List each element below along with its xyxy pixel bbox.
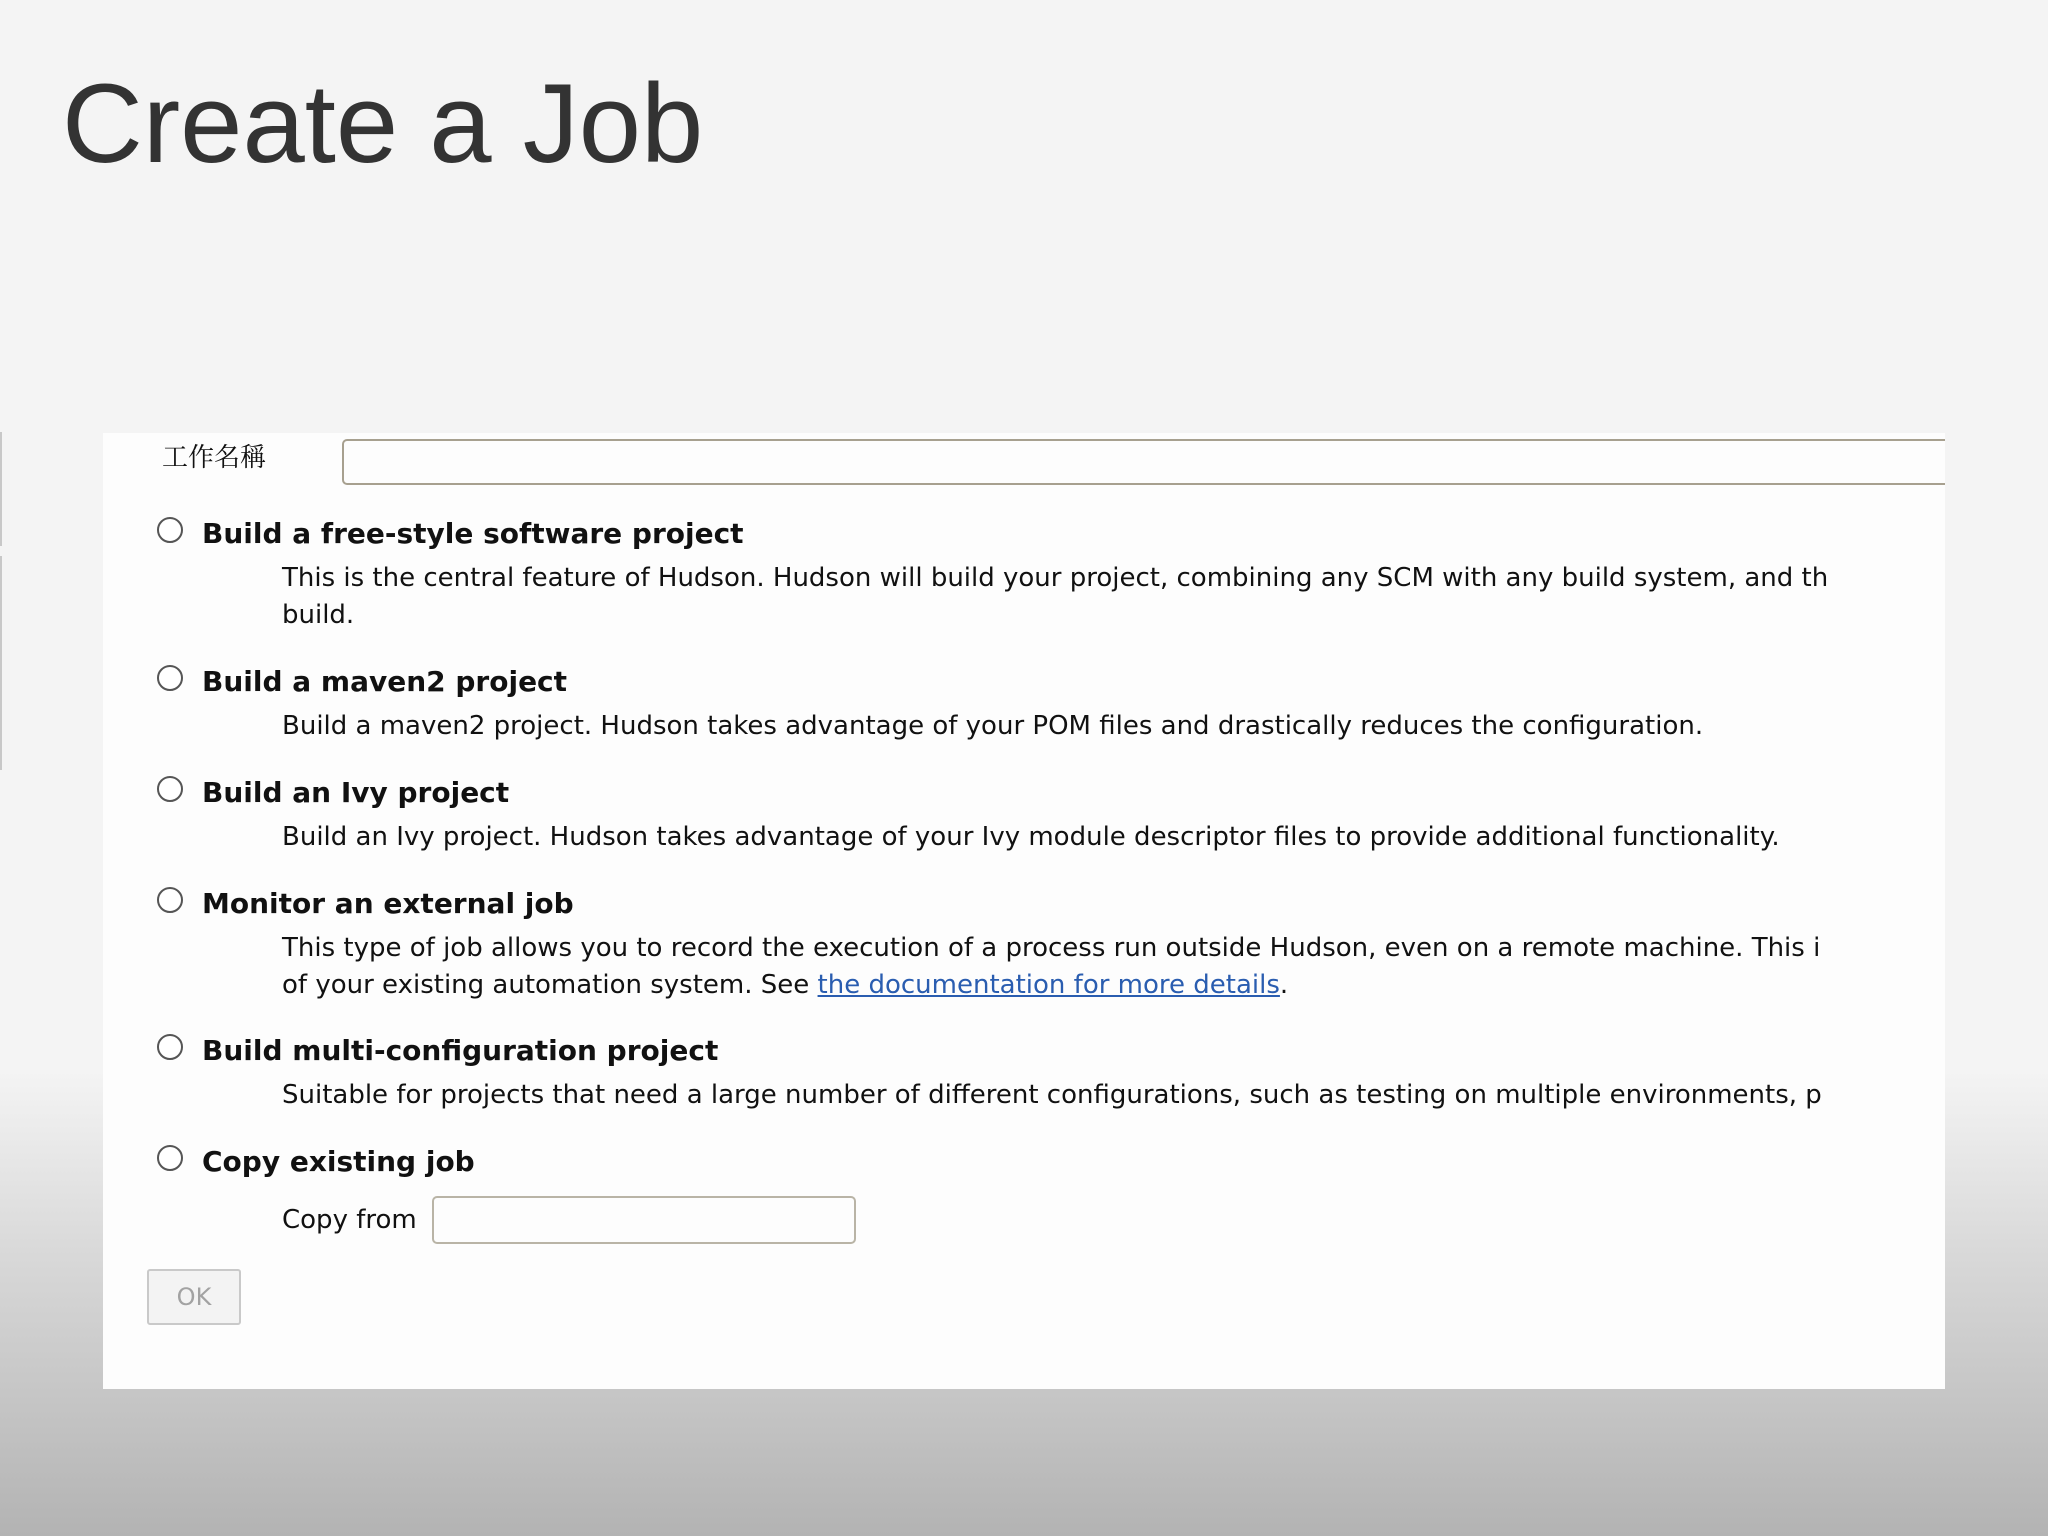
description-line: This is the central feature of Hudson. Hudson will build your project, combining any SCM with any build system, and th xyxy=(282,563,1829,593)
external-job-label[interactable]: Monitor an external job xyxy=(202,887,574,920)
job-name-label: 工作名稱 xyxy=(162,443,267,473)
external-job-description xyxy=(282,930,1945,1004)
external-job-radio[interactable] xyxy=(157,887,183,913)
maven2-label[interactable]: Build a maven2 project xyxy=(202,665,568,698)
maven2-radio[interactable] xyxy=(157,665,183,691)
ivy-radio[interactable] xyxy=(157,776,183,802)
window-edge xyxy=(0,432,2,546)
description-line xyxy=(282,967,1945,1004)
documentation-link[interactable]: the documentation for more details xyxy=(817,970,1280,1000)
window-edge xyxy=(0,556,2,770)
multi-configuration-radio[interactable] xyxy=(157,1034,183,1060)
maven2-description: Build a maven2 project. Hudson takes advantage of your POM files and drastically reduces the configuration. xyxy=(282,711,1704,741)
ok-button[interactable]: OK xyxy=(147,1269,241,1325)
new-job-form-screenshot xyxy=(103,433,1945,1389)
ivy-label[interactable]: Build an Ivy project xyxy=(202,776,510,809)
copy-from-label: Copy from xyxy=(282,1205,417,1235)
description-line: build. xyxy=(282,600,355,630)
description-text: . xyxy=(1279,970,1289,1000)
multi-configuration-description: Suitable for projects that need a large number of different configurations, such as testing on multiple environments, p xyxy=(282,1080,1822,1110)
copy-from-input[interactable] xyxy=(432,1196,856,1244)
ivy-description: Build an Ivy project. Hudson takes advantage of your Ivy module descriptor files to provide additional functionality. xyxy=(282,822,1780,852)
multi-configuration-label[interactable]: Build multi-configuration project xyxy=(202,1034,719,1067)
free-style-radio[interactable] xyxy=(157,517,183,543)
copy-existing-radio[interactable] xyxy=(157,1145,183,1171)
job-name-input[interactable] xyxy=(342,439,1945,485)
copy-existing-label[interactable]: Copy existing job xyxy=(202,1145,475,1178)
slide-title: Create a Job xyxy=(62,61,704,186)
free-style-label[interactable]: Build a free-style software project xyxy=(202,517,744,550)
description-text: of your existing automation system. See xyxy=(282,970,818,1000)
free-style-description xyxy=(282,560,1945,634)
description-line: This type of job allows you to record the execution of a process run outside Hudson, even on a remote machine. This i xyxy=(282,933,1821,963)
